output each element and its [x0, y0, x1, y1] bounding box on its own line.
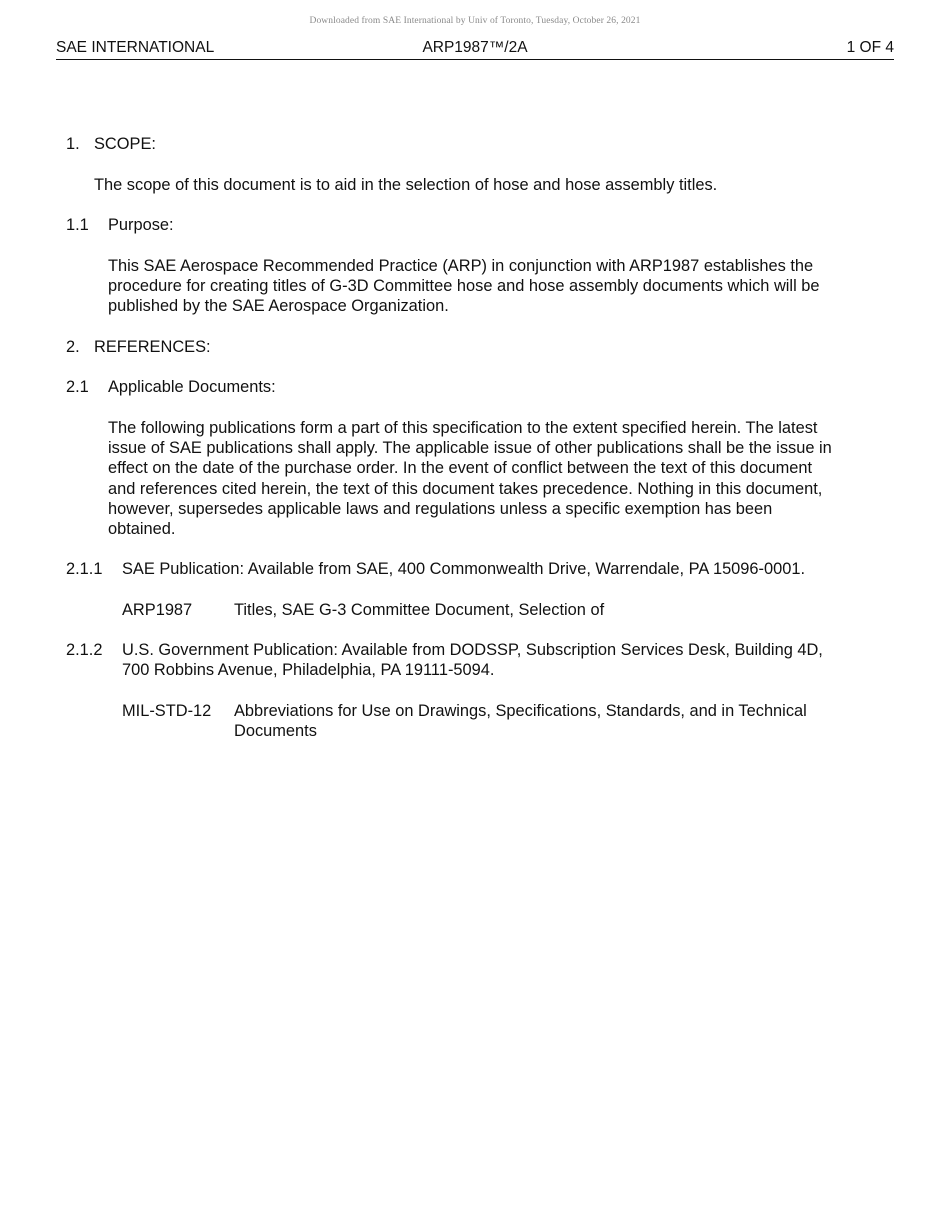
section-text: [122, 640, 882, 680]
paragraph-line: published by the SAE Aerospace Organization.: [108, 297, 449, 316]
paragraph-line: U.S. Government Publication: Available from DODSSP, Subscription Services Desk, Building 4D,: [122, 641, 823, 659]
paragraph-line: 700 Robbins Avenue, Philadelphia, PA 19111-5094.: [122, 661, 495, 680]
reference-code: MIL-STD-12: [122, 702, 212, 720]
paragraph-line: procedure for creating titles of G-3D Committee hose and hose assembly documents which will be: [108, 277, 820, 296]
section-number: 2.: [66, 338, 80, 356]
reference-title-line: Abbreviations for Use on Drawings, Specifications, Standards, and in Technical: [234, 702, 807, 720]
paragraph-line: however, supersedes applicable laws and regulations unless a specific exemption has been: [108, 499, 773, 518]
paragraph-line: effect on the date of the purchase order. In the event of conflict between the text of this document: [108, 459, 813, 478]
header-page-number: 1 OF 4: [846, 39, 894, 56]
section-number: 2.1: [66, 378, 89, 396]
section-title: Applicable Documents:: [108, 378, 276, 396]
section-title: SCOPE:: [94, 135, 156, 153]
header-document-id: ARP1987™/2A: [422, 39, 528, 56]
paragraph-line: obtained.: [108, 520, 176, 539]
section-title: Purpose:: [108, 216, 174, 234]
paragraph-line: The scope of this document is to aid in the selection of hose and hose assembly titles.: [94, 176, 718, 194]
section-2-1-paragraph: [108, 418, 868, 539]
section-title: REFERENCES:: [94, 338, 211, 356]
paragraph-line: and references cited herein, the text of this document takes precedence. Nothing in this document,: [108, 479, 823, 498]
page-header: [56, 39, 894, 60]
reference-title: Titles, SAE G-3 Committee Document, Selection of: [234, 601, 605, 619]
section-text: SAE Publication: Available from SAE, 400 Commonwealth Drive, Warrendale, PA 15096-0001.: [122, 560, 806, 578]
reference-title: [234, 701, 854, 741]
reference-code: ARP1987: [122, 601, 193, 619]
reference-title-line: Documents: [234, 722, 317, 741]
section-number: 2.1.2: [66, 641, 103, 659]
paragraph-line: issue of SAE publications shall apply. The applicable issue of other publications shall be the issue in: [108, 439, 832, 458]
section-1-1-paragraph: [108, 256, 868, 317]
header-organization: SAE INTERNATIONAL: [56, 39, 215, 56]
section-number: 1.: [66, 135, 80, 153]
section-number: 2.1.1: [66, 560, 103, 578]
section-number: 1.1: [66, 216, 89, 234]
paragraph-line: This SAE Aerospace Recommended Practice (ARP) in conjunction with ARP1987 establishes the: [108, 257, 814, 275]
download-watermark: Downloaded from SAE International by Univ of Toronto, Tuesday, October 26, 2021: [309, 16, 641, 26]
paragraph-line: The following publications form a part of this specification to the extent specified herein. The latest: [108, 419, 818, 437]
